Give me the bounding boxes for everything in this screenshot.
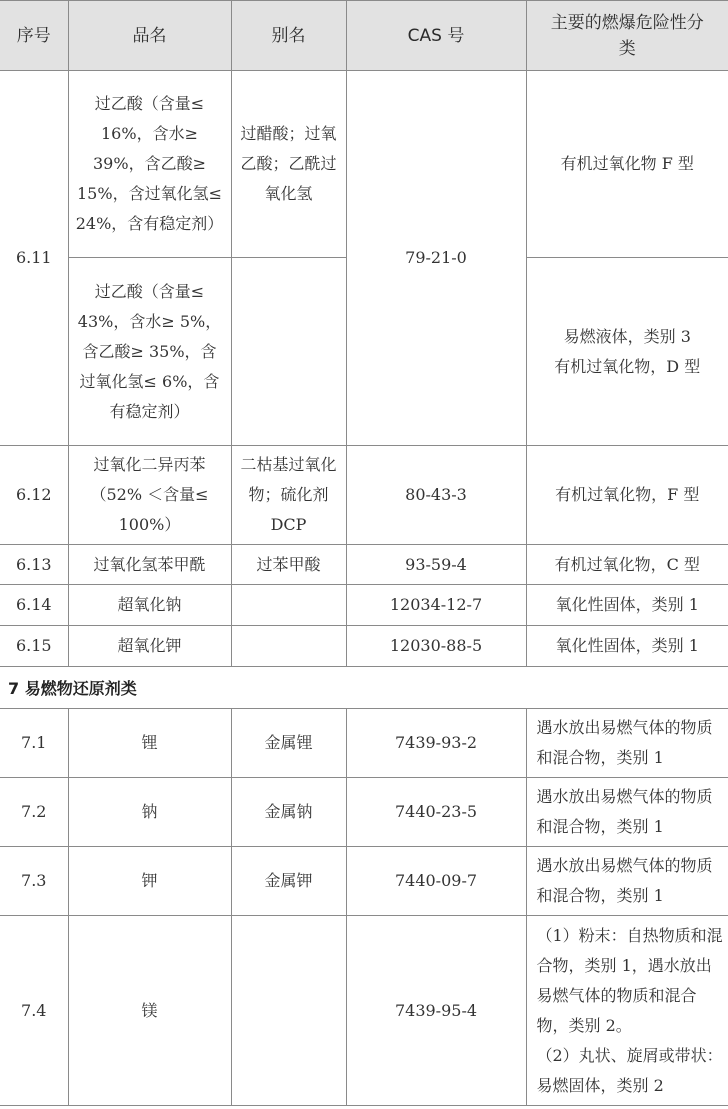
row-cas: 12030-88-5 [346,626,526,667]
row-serial: 7.1 [0,709,68,778]
row-product-name: 超氧化钾 [68,626,231,667]
section-title: 7 易燃物还原剂类 [8,679,137,698]
row-hazard: 遇水放出易燃气体的物质和混合物，类别 1 [526,847,728,916]
table-row [0,626,728,667]
header-hazard-class: 主要的燃爆危险性分类 [526,1,728,71]
row-product-name: 过氧化氢苯甲酰 [68,545,231,585]
row-product-name: 过乙酸（含量≤ 43%，含水≥ 5%，含乙酸≥ 35%，含过氧化氢≤ 6%，含有稳定剂） [68,258,231,446]
row-cas: 7440-23-5 [346,778,526,847]
row-hazard: 氧化性固体，类别 1 [526,626,728,667]
row-serial: 6.13 [0,545,68,585]
row-hazard-line: （1）粉末：自热物质和混合物，类别 1，遇水放出易燃气体的物质和混合物，类别 2。 [536,925,723,1035]
row-hazard: 有机过氧化物 F 型 [526,71,728,258]
table-row [0,585,728,626]
row-product-name: 过氧化二异丙苯（52% ＜含量≤ 100%） [68,446,231,545]
row-hazard-line: （2）丸状、旋屑或带状：易燃固体，类别 2 [536,1045,723,1095]
row-alias: 金属钠 [231,778,346,847]
row-alias [231,258,346,446]
row-serial: 6.12 [0,446,68,545]
row-product-name: 锂 [68,709,231,778]
row-cas: 80-43-3 [346,446,526,545]
row-product-name: 镁 [68,916,231,1106]
row-serial: 7.3 [0,847,68,916]
row-serial: 7.4 [0,916,68,1106]
table-row [0,709,728,778]
row-serial: 7.2 [0,778,68,847]
hazard-table-section-7 [0,708,728,1106]
row-hazard [526,258,728,446]
table-row [0,545,728,585]
row-alias [231,585,346,626]
row-cas: 7440-09-7 [346,847,526,916]
table-row [0,778,728,847]
row-alias [231,916,346,1106]
table-header-row [0,1,728,71]
row-hazard-line: 易燃液体，类别 3 [563,326,691,346]
row-cas: 12034-12-7 [346,585,526,626]
row-alias: 过苯甲酸 [231,545,346,585]
row-hazard: 有机过氧化物，C 型 [526,545,728,585]
header-product-name: 品名 [68,1,231,71]
row-serial: 6.14 [0,585,68,626]
row-alias: 过醋酸；过氧乙酸；乙酰过氧化氢 [231,71,346,258]
row-product-name: 钾 [68,847,231,916]
row-hazard: 遇水放出易燃气体的物质和混合物，类别 1 [526,778,728,847]
row-serial: 6.15 [0,626,68,667]
row-product-name: 钠 [68,778,231,847]
row-alias: 金属锂 [231,709,346,778]
row-alias [231,626,346,667]
row-hazard: 有机过氧化物，F 型 [526,446,728,545]
row-cas: 93-59-4 [346,545,526,585]
header-serial: 序号 [0,1,68,71]
row-product-name: 过乙酸（含量≤ 16%，含水≥ 39%，含乙酸≥ 15%，含过氧化氢≤ 24%，含有稳定剂） [68,71,231,258]
header-cas: CAS 号 [346,1,526,71]
row-cas: 79-21-0 [346,71,526,446]
row-product-name: 超氧化钠 [68,585,231,626]
table-row [0,916,728,1106]
table-row [0,847,728,916]
table-row [0,71,728,258]
row-cas: 7439-95-4 [346,916,526,1106]
row-hazard [526,916,728,1106]
row-serial: 6.11 [0,71,68,446]
row-hazard-line: 有机过氧化物，D 型 [554,356,701,376]
table-row [0,446,728,545]
header-alias: 别名 [231,1,346,71]
row-alias: 金属钾 [231,847,346,916]
row-hazard: 氧化性固体，类别 1 [526,585,728,626]
row-alias: 二枯基过氧化物；硫化剂 DCP [231,446,346,545]
row-cas: 7439-93-2 [346,709,526,778]
row-hazard: 遇水放出易燃气体的物质和混合物，类别 1 [526,709,728,778]
